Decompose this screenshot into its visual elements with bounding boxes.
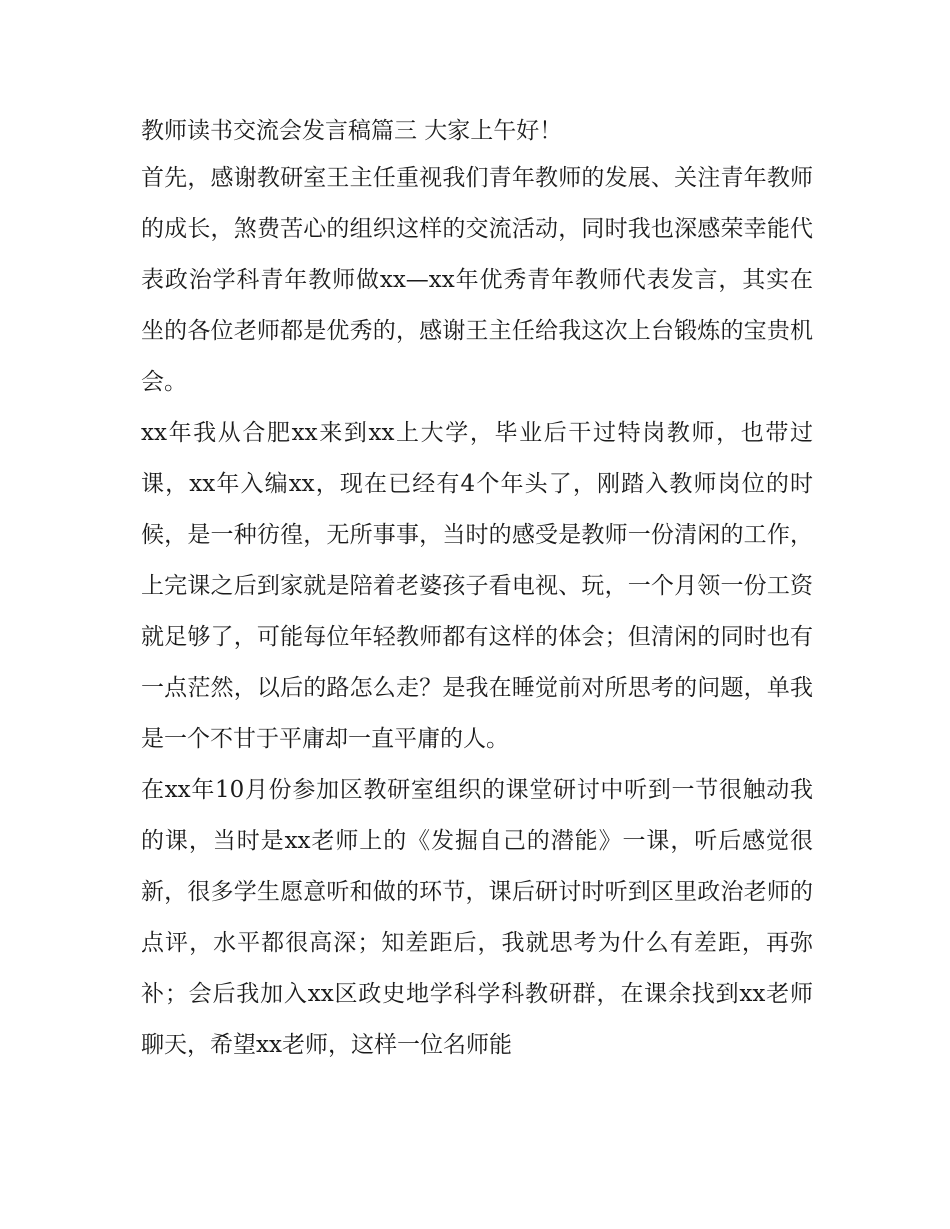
paragraph: 在xx年10月份参加区教研室组织的课堂研讨中听到一节很触动我的课，当时是xx老师上的《发掘自己的潜能》一课，听后感觉很新，很多学生愿意听和做的环节，课后研讨时听到区里政治老师的点评，水平都很高深；知差距后，我就思考为什么有差距，再弥补；会后我加入xx区政史地学科学科教研群，在课余找到xx老师聊天，希望xx老师，这样一位名师能 [141, 777, 813, 1058]
paragraph: xx年我从合肥xx来到xx上大学，毕业后干过特岗教师，也带过课，xx年入编xx，现在已经有4个年头了，刚踏入教师岗位的时候，是一种彷徨，无所事事，当时的感受是教师一份清闲的工作，上完课之后到家就是陪着老婆孩子看电视、玩，一个月领一份工资就足够了，可能每位年轻教师都有这样的体会；但清闲的同时也有一点茫然，以后的路怎么走？是我在睡觉前对所思考的问题，单我是一个不甘于平庸却一直平庸的人。 [141, 420, 813, 752]
paragraph: 首先，感谢教研室王主任重视我们青年教师的发展、关注青年教师的成长，煞费苦心的组织这样的交流活动，同时我也深感荣幸能代表政治学科青年教师做xx—xx年优秀青年教师代表发言，其实在坐的各位老师都是优秀的，感谢王主任给我这次上台锻炼的宝贵机会。 [141, 165, 813, 395]
document-body [141, 109, 813, 1071]
document-title: 教师读书交流会发言稿篇三 大家上午好！ [141, 118, 563, 144]
